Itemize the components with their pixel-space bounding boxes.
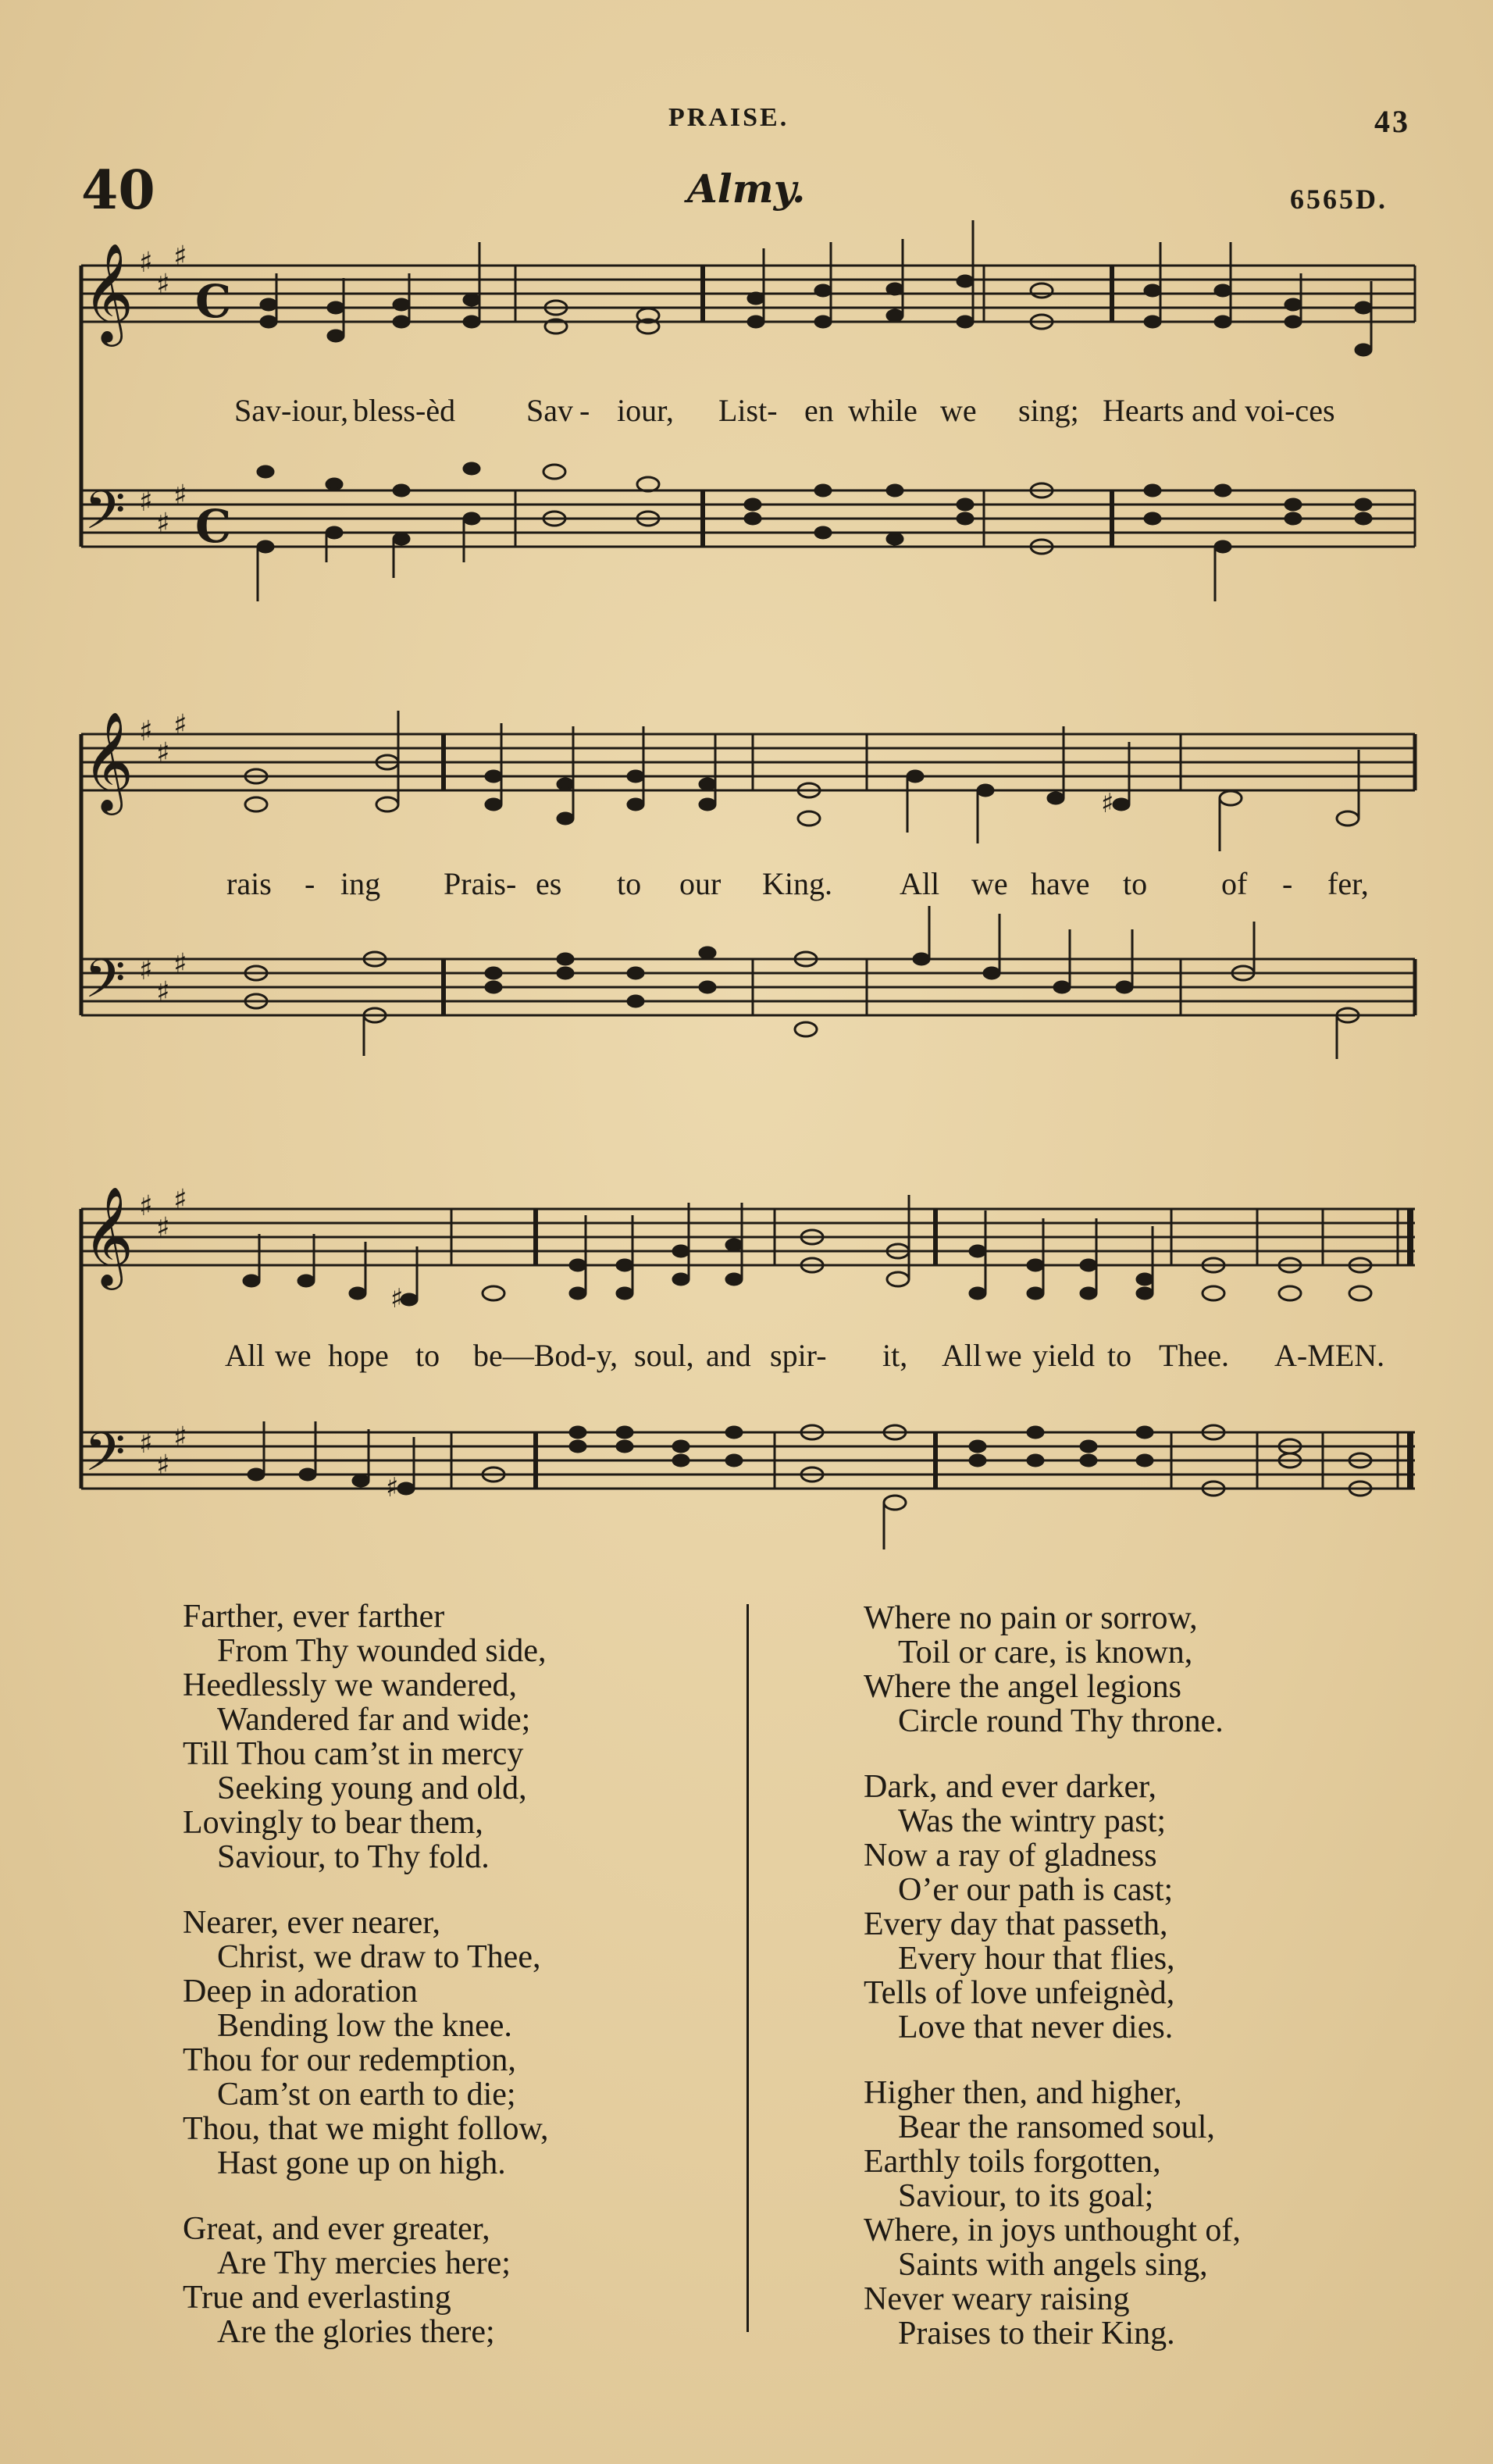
lyric-syllable: Sav bbox=[526, 393, 573, 428]
verse-line: Where no pain or sorrow, bbox=[864, 1600, 1198, 1636]
lyric-syllable: we bbox=[985, 1338, 1022, 1373]
lyric-syllable: we bbox=[940, 393, 977, 428]
sharp-icon: ♯ bbox=[173, 709, 187, 741]
sharp-icon: ♯ bbox=[173, 241, 187, 273]
lyric-syllable: spir- bbox=[770, 1338, 827, 1373]
verse-line: Higher then, and higher, bbox=[864, 2075, 1182, 2111]
verse-line: Every hour that flies, bbox=[898, 1941, 1175, 1977]
verse-line: Never weary raising bbox=[864, 2281, 1130, 2317]
verse-line: Was the wintry past; bbox=[898, 1803, 1167, 1839]
verse-line: Where, in joys unthought of, bbox=[864, 2213, 1241, 2248]
verse-line: Love that never dies. bbox=[898, 2009, 1174, 2045]
sharp-icon: ♯ bbox=[139, 1190, 153, 1222]
lyric-syllable: List- bbox=[718, 393, 778, 428]
verse-line: Saints with angels sing, bbox=[898, 2247, 1208, 2283]
verse-line: Toil or care, is known, bbox=[898, 1635, 1193, 1671]
lyric-syllable: and bbox=[706, 1338, 751, 1373]
lyric-syllable: while bbox=[848, 393, 918, 428]
verse-line: Bear the ransomed soul, bbox=[898, 2109, 1215, 2145]
lyric-syllable: All bbox=[900, 866, 940, 901]
sharp-icon: ♯ bbox=[139, 247, 153, 279]
lyric-syllable: it, bbox=[882, 1338, 908, 1373]
treble-clef-icon: 𝄞 bbox=[83, 711, 134, 811]
verse-line: Now a ray of gladness bbox=[864, 1838, 1157, 1874]
lyric-syllable: - bbox=[579, 393, 590, 428]
verses-right-column bbox=[864, 1601, 1426, 2382]
lyric-syllable: Sav-iour, bbox=[234, 393, 349, 428]
verse-line: O’er our path is cast; bbox=[898, 1872, 1174, 1908]
sharp-icon: ♯ bbox=[156, 1212, 170, 1244]
sharp-icon: ♯ bbox=[156, 508, 170, 540]
verse-line: Dark, and ever darker, bbox=[864, 1769, 1156, 1805]
lyric-syllable: to bbox=[1107, 1338, 1132, 1373]
bass-clef-icon: 𝄢 bbox=[84, 480, 126, 554]
verse-line: Christ, we draw to Thee, bbox=[217, 1939, 541, 1975]
sharp-icon: ♯ bbox=[139, 954, 153, 986]
running-header: PRAISE. bbox=[668, 103, 789, 132]
verse-stanza bbox=[864, 1601, 1426, 1738]
svg-text:♯: ♯ bbox=[386, 1472, 399, 1503]
verse-line: True and everlasting bbox=[183, 2280, 451, 2316]
sharp-icon: ♯ bbox=[139, 715, 153, 747]
verse-line: Till Thou cam’st in mercy bbox=[183, 1736, 524, 1772]
lyrics-system-1 bbox=[0, 392, 1493, 431]
verse-stanza bbox=[183, 1599, 729, 1874]
sharp-icon: ♯ bbox=[156, 737, 170, 769]
lyric-syllable: Hearts bbox=[1103, 393, 1185, 428]
verse-line: Thou for our redemption, bbox=[183, 2042, 516, 2078]
verse-line: Earthly toils forgotten, bbox=[864, 2144, 1161, 2180]
sharp-icon: ♯ bbox=[139, 486, 153, 518]
verses-left-column bbox=[183, 1599, 729, 2380]
verse-line: Seeking young and old, bbox=[217, 1770, 527, 1806]
verse-line: Saviour, to its goal; bbox=[898, 2178, 1154, 2214]
common-time-icon: C bbox=[195, 275, 232, 328]
verse-line: Are the glories there; bbox=[217, 2314, 495, 2350]
lyric-syllable: Thee. bbox=[1159, 1338, 1229, 1373]
lyric-syllable: hope bbox=[328, 1338, 389, 1373]
verse-line: Cam’st on earth to die; bbox=[217, 2077, 516, 2113]
meter: 6565D. bbox=[1290, 184, 1388, 215]
lyric-syllable: soul, bbox=[634, 1338, 694, 1373]
verse-line: Wandered far and wide; bbox=[217, 1702, 531, 1738]
lyric-syllable: to bbox=[415, 1338, 440, 1373]
lyric-syllable: ing bbox=[340, 866, 381, 901]
lyric-syllable: our bbox=[679, 866, 722, 901]
bass-clef-icon: 𝄢 bbox=[84, 949, 126, 1023]
verse-line: Tells of love unfeignèd, bbox=[864, 1975, 1175, 2011]
sharp-icon: ♯ bbox=[156, 976, 170, 1008]
verse-stanza bbox=[183, 2212, 729, 2349]
lyric-syllable: voi-ces bbox=[1245, 393, 1335, 428]
sharp-icon: ♯ bbox=[173, 948, 187, 980]
treble-clef-icon: 𝄞 bbox=[83, 1186, 134, 1285]
lyric-syllable: Prais- bbox=[444, 866, 517, 901]
verse-line: Deep in adoration bbox=[183, 1974, 418, 2009]
lyric-syllable: yield bbox=[1032, 1338, 1095, 1373]
verse-line: Are Thy mercies here; bbox=[217, 2245, 511, 2281]
sharp-icon: ♯ bbox=[156, 269, 170, 301]
lyric-syllable: bless-èd bbox=[353, 393, 456, 428]
verse-line: Circle round Thy throne. bbox=[898, 1703, 1224, 1739]
hymn-number: 40 bbox=[81, 159, 155, 222]
svg-text:♯: ♯ bbox=[390, 1283, 404, 1314]
verse-line: Where the angel legions bbox=[864, 1669, 1181, 1705]
sharp-icon: ♯ bbox=[173, 1421, 187, 1453]
lyric-syllable: to bbox=[617, 866, 642, 901]
verse-line: Lovingly to bear them, bbox=[183, 1805, 483, 1841]
verse-stanza bbox=[864, 2076, 1426, 2351]
lyric-syllable: sing; bbox=[1018, 393, 1079, 428]
treble-clef-icon: 𝄞 bbox=[83, 242, 134, 342]
verse-line: Thou, that we might follow, bbox=[183, 2111, 549, 2147]
svg-text:♯: ♯ bbox=[1101, 788, 1114, 819]
lyric-syllable: to bbox=[1123, 866, 1148, 901]
verse-line: Praises to their King. bbox=[898, 2316, 1175, 2352]
sharp-icon: ♯ bbox=[173, 480, 187, 512]
verse-line: Great, and ever greater, bbox=[183, 2211, 490, 2247]
lyric-syllable: - bbox=[1282, 866, 1293, 901]
lyric-syllable: have bbox=[1031, 866, 1090, 901]
lyric-syllable: rais bbox=[226, 866, 272, 901]
lyric-syllable: fer, bbox=[1327, 866, 1369, 901]
bass-clef-icon: 𝄢 bbox=[84, 1422, 126, 1496]
verse-stanza bbox=[864, 1770, 1426, 2045]
lyric-syllable: and bbox=[1192, 393, 1237, 428]
verse-line: Hast gone up on high. bbox=[217, 2145, 506, 2181]
tune-name: Almy. bbox=[687, 166, 806, 212]
lyric-syllable: en bbox=[804, 393, 834, 428]
lyric-syllable: A-MEN. bbox=[1274, 1338, 1385, 1373]
verse-line: Saviour, to Thy fold. bbox=[217, 1839, 490, 1875]
lyric-syllable: All bbox=[942, 1338, 982, 1373]
verse-line: Nearer, ever nearer, bbox=[183, 1905, 441, 1941]
lyric-syllable: King. bbox=[762, 866, 832, 901]
verse-line: Bending low the knee. bbox=[217, 2008, 512, 2044]
lyrics-system-3 bbox=[0, 1337, 1493, 1376]
sharp-icon: ♯ bbox=[156, 1450, 170, 1482]
common-time-icon: C bbox=[195, 500, 232, 553]
lyric-syllable: be—Bod-y, bbox=[473, 1338, 618, 1373]
page-number: 43 bbox=[1374, 104, 1410, 139]
verse-line: From Thy wounded side, bbox=[217, 1633, 547, 1669]
lyric-syllable: - bbox=[305, 866, 315, 901]
verse-line: Heedlessly we wandered, bbox=[183, 1667, 517, 1703]
lyric-syllable: All bbox=[225, 1338, 265, 1373]
column-divider bbox=[746, 1604, 749, 2332]
lyric-syllable: we bbox=[971, 866, 1008, 901]
verse-line: Every day that passeth, bbox=[864, 1906, 1168, 1942]
lyric-syllable: iour, bbox=[617, 393, 674, 428]
verse-stanza bbox=[183, 1906, 729, 2181]
lyric-syllable: of bbox=[1221, 866, 1248, 901]
verse-line: Farther, ever farther bbox=[183, 1599, 445, 1635]
lyric-syllable: es bbox=[536, 866, 562, 901]
lyrics-system-2 bbox=[0, 865, 1493, 904]
sharp-icon: ♯ bbox=[139, 1428, 153, 1460]
lyric-syllable: we bbox=[275, 1338, 312, 1373]
sharp-icon: ♯ bbox=[173, 1184, 187, 1216]
